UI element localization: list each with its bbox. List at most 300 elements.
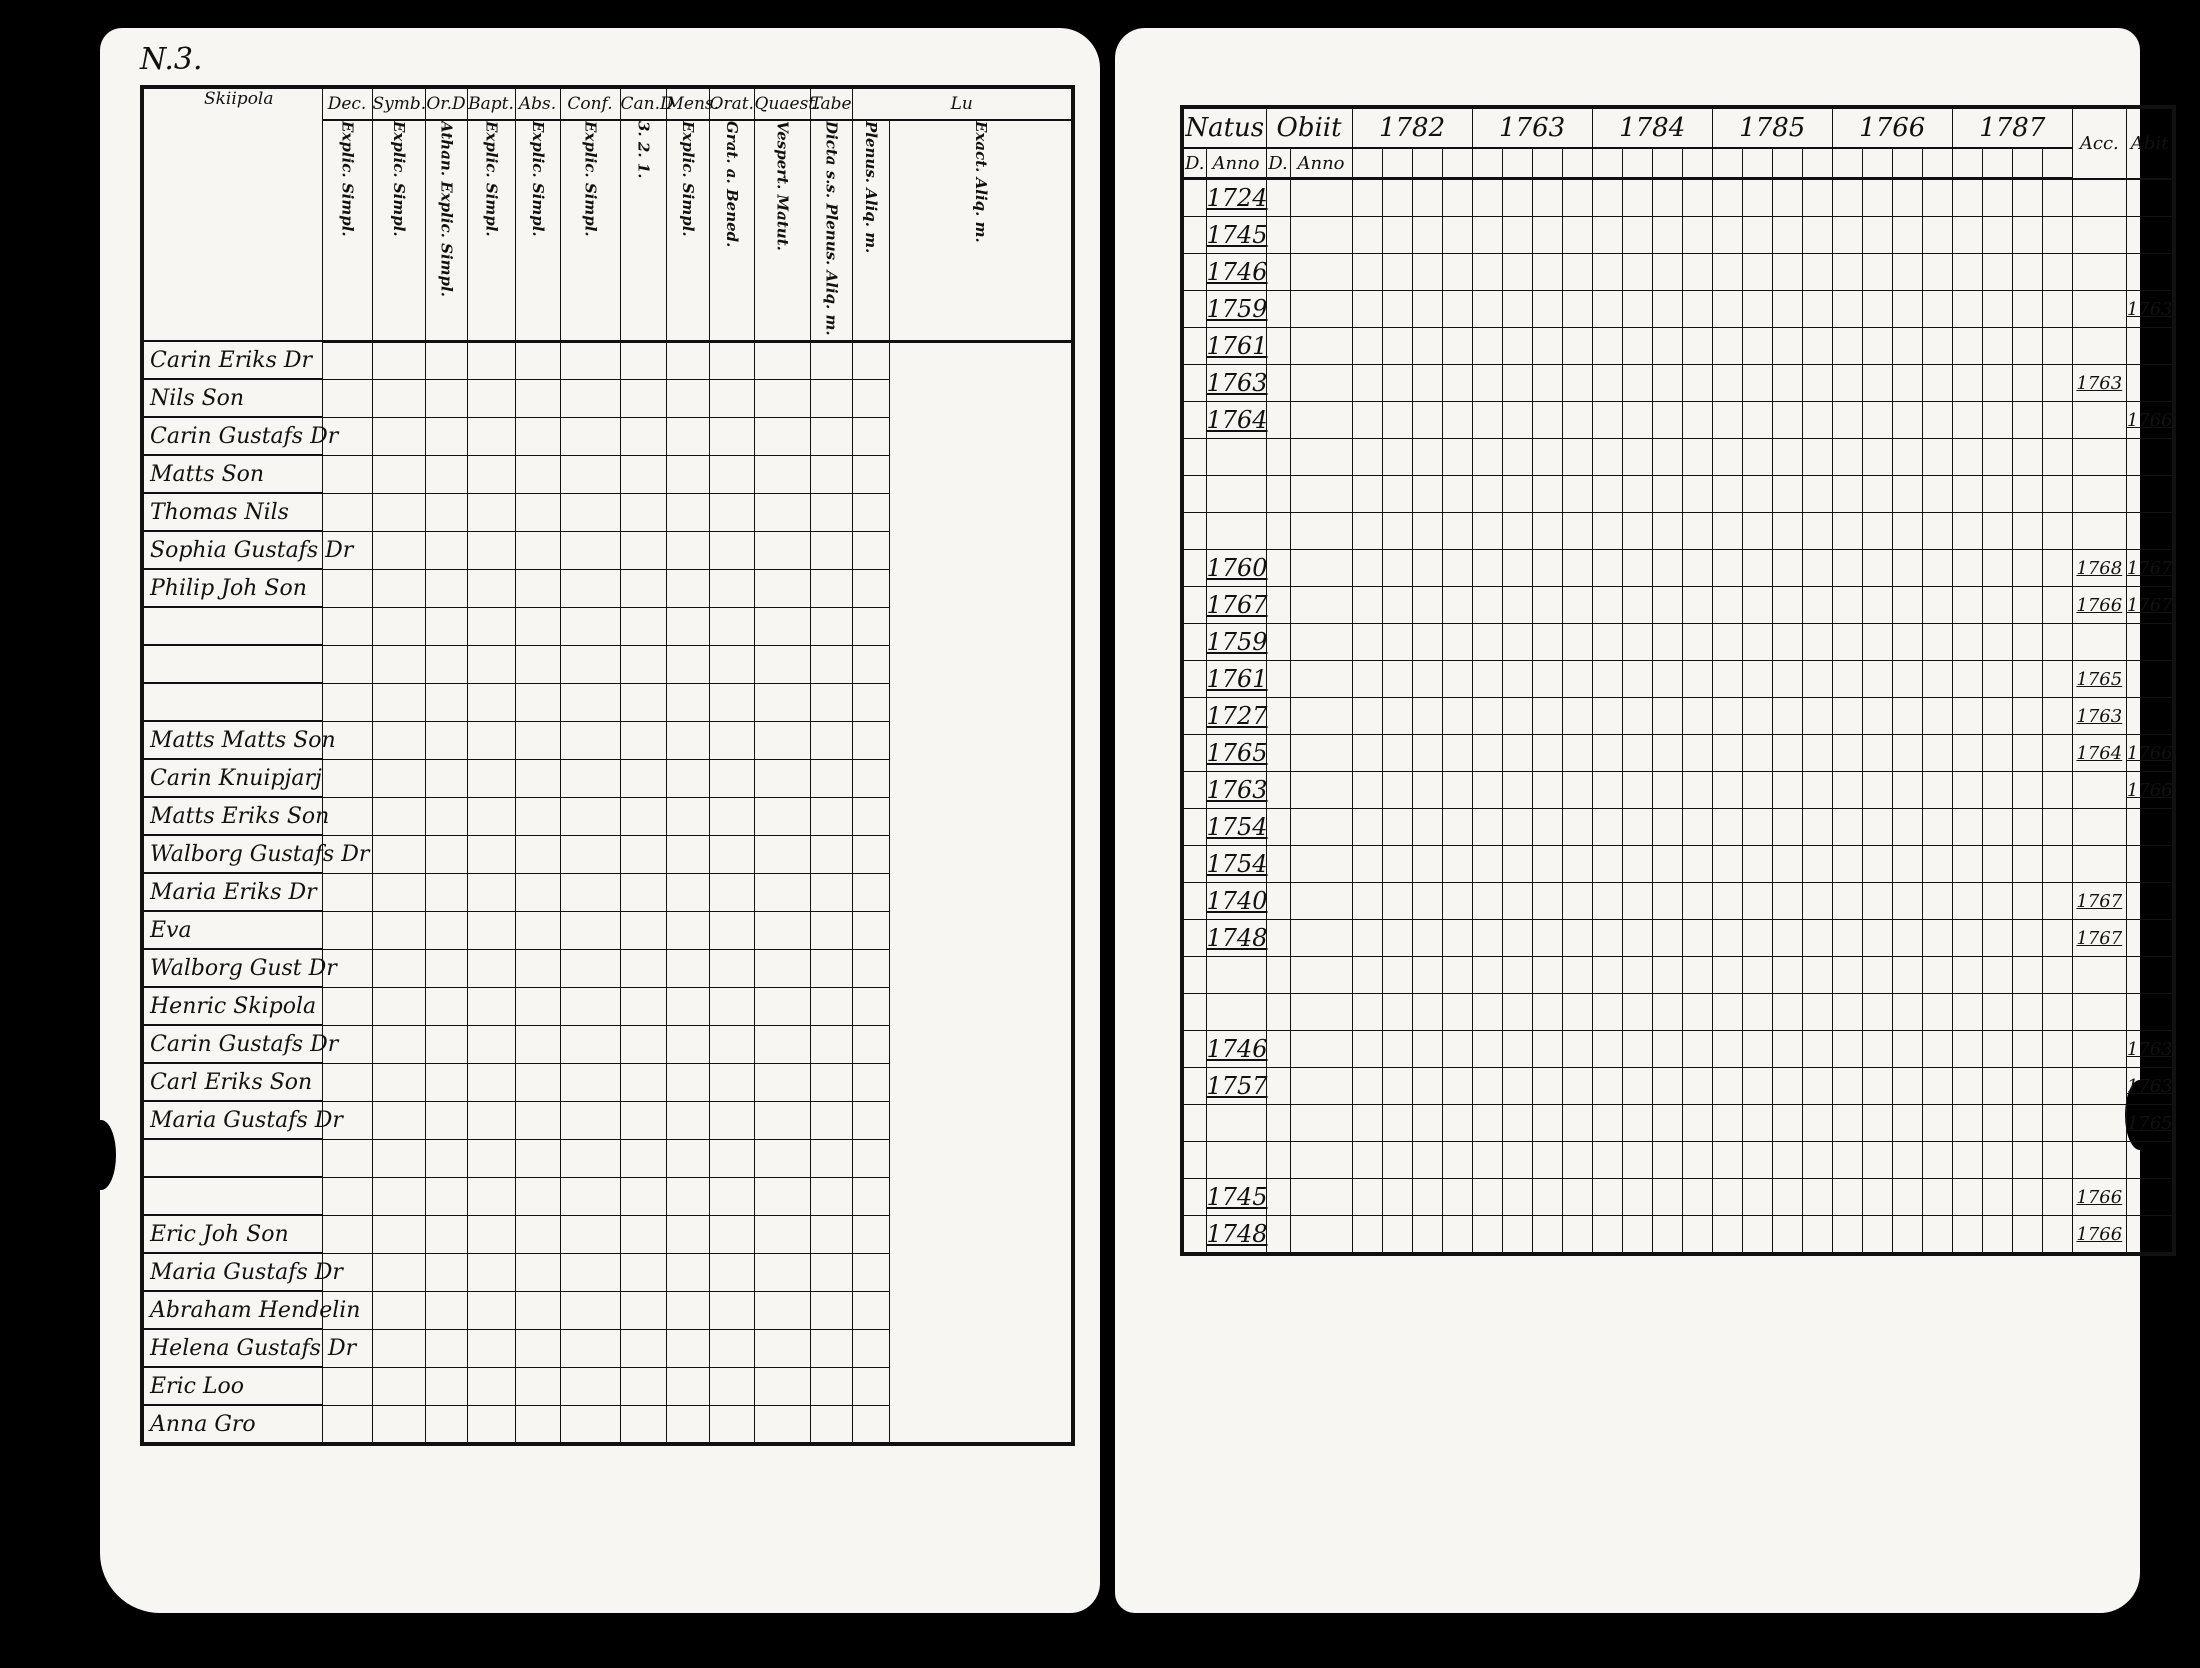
grid-cell <box>666 873 709 911</box>
grid-cell <box>620 1367 666 1405</box>
year-mark-cell <box>1892 735 1922 772</box>
grid-cell <box>754 1329 810 1367</box>
grid-cell <box>810 1367 852 1405</box>
acc-year-cell <box>2072 846 2126 883</box>
year-subcol <box>1502 148 1532 179</box>
year-mark-cell <box>1622 179 1652 217</box>
grid-cell <box>709 949 754 987</box>
year-mark-cell <box>1922 217 1952 254</box>
year-mark-cell <box>1742 365 1772 402</box>
year-subcol <box>1562 148 1592 179</box>
grid-cell <box>620 1101 666 1139</box>
year-mark-cell <box>1892 179 1922 217</box>
year-mark-cell <box>1592 1068 1622 1105</box>
grid-cell <box>709 987 754 1025</box>
year-mark-cell <box>1532 846 1562 883</box>
year-mark-cell <box>1802 772 1832 809</box>
year-mark-cell <box>1742 1216 1772 1255</box>
year-mark-cell <box>1652 587 1682 624</box>
year-mark-cell <box>1862 957 1892 994</box>
grid-cell <box>560 683 620 721</box>
grid-cell <box>372 797 425 835</box>
year-mark-cell <box>1352 550 1382 587</box>
obiit-day-cell <box>1266 365 1290 402</box>
abit-year-cell: 1763 <box>2126 291 2174 328</box>
year-mark-cell <box>1352 661 1382 698</box>
acc-year-cell <box>2072 402 2126 439</box>
year-mark-cell <box>1622 1142 1652 1179</box>
year-mark-cell <box>1712 365 1742 402</box>
grid-cell <box>666 683 709 721</box>
year-mark-cell <box>1922 328 1952 365</box>
residence-row <box>1182 402 2174 439</box>
grid-cell <box>810 797 852 835</box>
grid-cell <box>372 949 425 987</box>
acc-year-cell <box>2072 476 2126 513</box>
year-mark-cell <box>1712 735 1742 772</box>
year-mark-cell <box>1952 1142 1982 1179</box>
year-mark-cell <box>1472 254 1502 291</box>
year-mark-cell <box>1442 550 1472 587</box>
grid-cell <box>425 1405 467 1444</box>
grid-cell <box>709 759 754 797</box>
obiit-day-cell <box>1266 1068 1290 1105</box>
year-mark-cell <box>1472 735 1502 772</box>
year-mark-cell <box>2042 217 2072 254</box>
grid-cell <box>322 873 372 911</box>
year-subcol <box>1952 148 1982 179</box>
column-header: Abs. <box>515 87 560 120</box>
grid-cell <box>852 607 889 645</box>
grid-cell <box>467 645 515 683</box>
natus-year-cell: 1745 <box>1206 1179 1266 1216</box>
year-mark-cell <box>1652 1105 1682 1142</box>
year-mark-cell <box>1712 846 1742 883</box>
year-mark-cell <box>2042 883 2072 920</box>
year-mark-cell <box>1772 1216 1802 1255</box>
obiit-year-cell <box>1290 1031 1352 1068</box>
person-name: Matts Eriks Son <box>142 797 322 835</box>
year-subcol <box>1982 148 2012 179</box>
year-mark-cell <box>1772 439 1802 476</box>
grid-cell <box>810 1329 852 1367</box>
year-mark-cell <box>1532 661 1562 698</box>
abit-year-cell <box>2126 217 2174 254</box>
year-mark-cell <box>1772 179 1802 217</box>
natus-day-cell <box>1182 439 1206 476</box>
obiit-year-cell <box>1290 920 1352 957</box>
acc-year-cell <box>2072 291 2126 328</box>
grid-cell <box>372 1291 425 1329</box>
grid-cell <box>754 531 810 569</box>
year-mark-cell <box>1412 402 1442 439</box>
column-subheader-text: Explic. Simpl. <box>482 121 501 237</box>
year-mark-cell <box>1652 698 1682 735</box>
grid-cell <box>515 1139 560 1177</box>
residence-row <box>1182 179 2174 217</box>
residence-row <box>1182 1179 2174 1216</box>
natus-year-cell: 1754 <box>1206 809 1266 846</box>
acc-year-cell <box>2072 1031 2126 1068</box>
year-mark-cell <box>1562 402 1592 439</box>
person-name: Carin Gustafs Dr <box>142 417 322 455</box>
year-mark-cell <box>1592 994 1622 1031</box>
column-subheader-text: Exact. Aliq. m. <box>971 121 990 243</box>
year-mark-cell <box>1892 920 1922 957</box>
year-mark-cell <box>1682 735 1712 772</box>
obiit-day-cell <box>1266 846 1290 883</box>
year-mark-cell <box>1472 698 1502 735</box>
grid-cell <box>709 873 754 911</box>
grid-cell <box>322 759 372 797</box>
year-mark-cell <box>1502 1216 1532 1255</box>
year-mark-cell <box>1712 1105 1742 1142</box>
year-mark-cell <box>1952 587 1982 624</box>
grid-cell <box>515 455 560 493</box>
grid-cell <box>620 873 666 911</box>
grid-cell <box>372 721 425 759</box>
year-mark-cell <box>1802 1216 1832 1255</box>
year-mark-cell <box>1892 402 1922 439</box>
year-mark-cell <box>1952 846 1982 883</box>
natus-day-cell <box>1182 772 1206 809</box>
grid-cell <box>467 1291 515 1329</box>
year-mark-cell <box>1472 1105 1502 1142</box>
natus-year-cell <box>1206 439 1266 476</box>
year-mark-cell <box>1532 1068 1562 1105</box>
year-mark-cell <box>1952 698 1982 735</box>
grid-cell <box>467 1177 515 1215</box>
natus-year-cell: 1740 <box>1206 883 1266 920</box>
year-mark-cell <box>1982 291 2012 328</box>
grid-cell <box>620 1329 666 1367</box>
year-mark-cell <box>1562 550 1592 587</box>
obiit-year-cell <box>1290 254 1352 291</box>
year-mark-cell <box>1562 587 1592 624</box>
abit-year-cell <box>2126 846 2174 883</box>
obiit-day-cell <box>1266 291 1290 328</box>
year-mark-cell <box>1652 254 1682 291</box>
residence-row <box>1182 661 2174 698</box>
obiit-year-cell <box>1290 1216 1352 1255</box>
grid-cell <box>754 1139 810 1177</box>
year-mark-cell <box>1742 994 1772 1031</box>
year-mark-cell <box>2012 254 2042 291</box>
year-mark-cell <box>1592 1031 1622 1068</box>
year-mark-cell <box>1832 1142 1862 1179</box>
year-mark-cell <box>1562 1068 1592 1105</box>
residence-row <box>1182 994 2174 1031</box>
farm-name: Skiipola <box>142 87 322 341</box>
year-mark-cell <box>1952 1216 1982 1255</box>
grid-cell <box>372 455 425 493</box>
year-mark-cell <box>1652 291 1682 328</box>
grid-cell <box>754 683 810 721</box>
column-header: Tabe <box>810 87 852 120</box>
year-mark-cell <box>1862 883 1892 920</box>
grid-cell <box>620 1139 666 1177</box>
year-mark-cell <box>1442 1068 1472 1105</box>
grid-cell <box>620 1025 666 1063</box>
grid-cell <box>372 1139 425 1177</box>
grid-cell <box>810 1063 852 1101</box>
year-mark-cell <box>1682 254 1712 291</box>
grid-cell <box>425 873 467 911</box>
obiit-year-cell <box>1290 735 1352 772</box>
acc-year-cell <box>2072 624 2126 661</box>
year-mark-cell <box>1502 772 1532 809</box>
grid-cell <box>709 1215 754 1253</box>
year-mark-cell <box>1472 661 1502 698</box>
catechism-table <box>140 85 1075 1446</box>
year-mark-cell <box>1622 735 1652 772</box>
grid-cell <box>666 987 709 1025</box>
column-subheader-text: Vespert. Matut. <box>773 121 792 251</box>
year-mark-cell <box>1622 1105 1652 1142</box>
year-mark-cell <box>1412 1179 1442 1216</box>
year-mark-cell <box>1622 550 1652 587</box>
grid-cell <box>467 455 515 493</box>
year-mark-cell <box>1442 291 1472 328</box>
year-mark-cell <box>1742 1068 1772 1105</box>
column-subheader <box>754 120 810 341</box>
register-row <box>142 531 1073 569</box>
year-mark-cell <box>1532 476 1562 513</box>
year-mark-cell <box>1472 772 1502 809</box>
year-mark-cell <box>1352 1068 1382 1105</box>
grid-cell <box>467 721 515 759</box>
year-mark-cell <box>1502 550 1532 587</box>
year-mark-cell <box>1472 291 1502 328</box>
year-mark-cell <box>1862 1179 1892 1216</box>
grid-cell <box>515 1063 560 1101</box>
year-mark-cell <box>1412 698 1442 735</box>
abit-year-cell: 1763 <box>2126 1068 2174 1105</box>
person-name: Abraham Hendelin <box>142 1291 322 1329</box>
year-subcol <box>1592 148 1622 179</box>
year-mark-cell <box>1592 291 1622 328</box>
year-mark-cell <box>1742 661 1772 698</box>
year-mark-cell <box>1412 217 1442 254</box>
year-mark-cell <box>1562 698 1592 735</box>
year-mark-cell <box>1352 1105 1382 1142</box>
year-mark-cell <box>1772 772 1802 809</box>
abit-year-cell <box>2126 661 2174 698</box>
grid-cell <box>425 607 467 645</box>
year-mark-cell <box>1922 254 1952 291</box>
year-mark-cell <box>1862 1068 1892 1105</box>
year-mark-cell <box>1532 920 1562 957</box>
year-mark-cell <box>1382 994 1412 1031</box>
year-mark-cell <box>1832 439 1862 476</box>
grid-cell <box>620 417 666 455</box>
year-mark-cell <box>1892 1216 1922 1255</box>
year-mark-cell <box>1772 550 1802 587</box>
residence-row <box>1182 809 2174 846</box>
year-mark-cell <box>2042 735 2072 772</box>
natus-day-cell <box>1182 179 1206 217</box>
grid-cell <box>560 721 620 759</box>
residence-row <box>1182 550 2174 587</box>
abit-year-cell: 1766 <box>2126 402 2174 439</box>
year-mark-cell <box>2042 513 2072 550</box>
year-mark-cell <box>2042 254 2072 291</box>
grid-cell <box>666 1253 709 1291</box>
year-mark-cell <box>1622 698 1652 735</box>
year-mark-cell <box>1592 883 1622 920</box>
grid-cell <box>754 987 810 1025</box>
year-mark-cell <box>1952 328 1982 365</box>
natus-year-header: Anno <box>1206 148 1266 179</box>
year-mark-cell <box>1922 476 1952 513</box>
grid-cell <box>709 417 754 455</box>
grid-cell <box>372 1405 425 1444</box>
natus-day-cell <box>1182 994 1206 1031</box>
year-mark-cell <box>1712 1068 1742 1105</box>
year-mark-cell <box>1982 920 2012 957</box>
year-mark-cell <box>1922 1105 1952 1142</box>
year-mark-cell <box>1472 809 1502 846</box>
person-name: Walborg Gustafs Dr <box>142 835 322 873</box>
year-mark-cell <box>1832 1179 1862 1216</box>
year-mark-cell <box>1862 698 1892 735</box>
acc-year-cell: 1766 <box>2072 1216 2126 1255</box>
grid-cell <box>810 1139 852 1177</box>
grid-cell <box>425 911 467 949</box>
grid-cell <box>560 455 620 493</box>
year-mark-cell <box>1952 735 1982 772</box>
obiit-day-cell <box>1266 1216 1290 1255</box>
grid-cell <box>560 493 620 531</box>
grid-cell <box>467 911 515 949</box>
year-mark-cell <box>1832 1068 1862 1105</box>
grid-cell <box>620 607 666 645</box>
natus-year-cell <box>1206 476 1266 513</box>
year-mark-cell <box>1592 1142 1622 1179</box>
grid-cell <box>810 1177 852 1215</box>
grid-cell <box>467 797 515 835</box>
grid-cell <box>852 683 889 721</box>
year-mark-cell <box>1412 957 1442 994</box>
grid-cell <box>666 1215 709 1253</box>
year-mark-cell <box>1922 439 1952 476</box>
year-subcol <box>1772 148 1802 179</box>
year-mark-cell <box>1652 1216 1682 1255</box>
natus-year-cell: 1748 <box>1206 1216 1266 1255</box>
year-mark-cell <box>2012 735 2042 772</box>
grid-cell <box>852 1405 889 1444</box>
grid-cell <box>322 569 372 607</box>
year-mark-cell <box>1382 957 1412 994</box>
grid-cell <box>666 1177 709 1215</box>
year-mark-cell <box>2042 698 2072 735</box>
natus-year-cell: 1760 <box>1206 550 1266 587</box>
year-mark-cell <box>1592 1179 1622 1216</box>
obiit-day-cell <box>1266 994 1290 1031</box>
grid-cell <box>666 1291 709 1329</box>
grid-cell <box>810 835 852 873</box>
year-mark-cell <box>1862 772 1892 809</box>
year-mark-cell <box>1922 994 1952 1031</box>
year-mark-cell <box>1952 809 1982 846</box>
grid-cell <box>810 1405 852 1444</box>
year-mark-cell <box>1922 883 1952 920</box>
year-mark-cell <box>1562 846 1592 883</box>
grid-cell <box>852 1177 889 1215</box>
grid-cell <box>515 607 560 645</box>
year-mark-cell <box>2012 698 2042 735</box>
year-mark-cell <box>2012 217 2042 254</box>
year-mark-cell <box>1832 809 1862 846</box>
acc-year-cell <box>2072 809 2126 846</box>
grid-cell <box>515 1025 560 1063</box>
year-mark-cell <box>1802 513 1832 550</box>
year-mark-cell <box>1382 291 1412 328</box>
year-mark-cell <box>1982 1105 2012 1142</box>
year-mark-cell <box>1832 254 1862 291</box>
column-header: Mens. <box>666 87 709 120</box>
grid-cell <box>467 531 515 569</box>
year-mark-cell <box>1892 1179 1922 1216</box>
year-mark-cell <box>1532 1179 1562 1216</box>
grid-cell <box>515 1405 560 1444</box>
year-mark-cell <box>1442 1031 1472 1068</box>
year-mark-cell <box>2012 1105 2042 1142</box>
year-mark-cell <box>1382 624 1412 661</box>
person-name: Anna Gro <box>142 1405 322 1444</box>
year-mark-cell <box>1472 883 1502 920</box>
year-mark-cell <box>1502 291 1532 328</box>
grid-cell <box>666 455 709 493</box>
year-mark-cell <box>2012 846 2042 883</box>
year-subcol <box>1922 148 1952 179</box>
grid-cell <box>560 1291 620 1329</box>
year-mark-cell <box>1952 291 1982 328</box>
grid-cell <box>515 531 560 569</box>
year-mark-cell <box>1952 402 1982 439</box>
year-header: 1763 <box>1472 107 1592 148</box>
abit-year-cell <box>2126 920 2174 957</box>
year-mark-cell <box>1352 1031 1382 1068</box>
grid-cell <box>425 949 467 987</box>
obiit-year-cell <box>1290 698 1352 735</box>
year-mark-cell <box>1562 291 1592 328</box>
year-mark-cell <box>1502 179 1532 217</box>
year-mark-cell <box>1352 1179 1382 1216</box>
year-mark-cell <box>1742 402 1772 439</box>
year-subcol <box>1652 148 1682 179</box>
year-mark-cell <box>1892 254 1922 291</box>
year-mark-cell <box>1892 550 1922 587</box>
natus-year-cell <box>1206 957 1266 994</box>
year-mark-cell <box>2042 365 2072 402</box>
year-mark-cell <box>1832 698 1862 735</box>
grid-cell <box>620 493 666 531</box>
register-row <box>142 1025 1073 1063</box>
year-mark-cell <box>1712 772 1742 809</box>
year-mark-cell <box>1982 328 2012 365</box>
year-mark-cell <box>1502 698 1532 735</box>
year-mark-cell <box>1922 513 1952 550</box>
year-mark-cell <box>1832 550 1862 587</box>
natus-day-cell <box>1182 550 1206 587</box>
year-mark-cell <box>1352 476 1382 513</box>
year-mark-cell <box>1352 883 1382 920</box>
obiit-day-cell <box>1266 920 1290 957</box>
grid-cell <box>852 1139 889 1177</box>
year-mark-cell <box>1592 1105 1622 1142</box>
residence-row <box>1182 735 2174 772</box>
